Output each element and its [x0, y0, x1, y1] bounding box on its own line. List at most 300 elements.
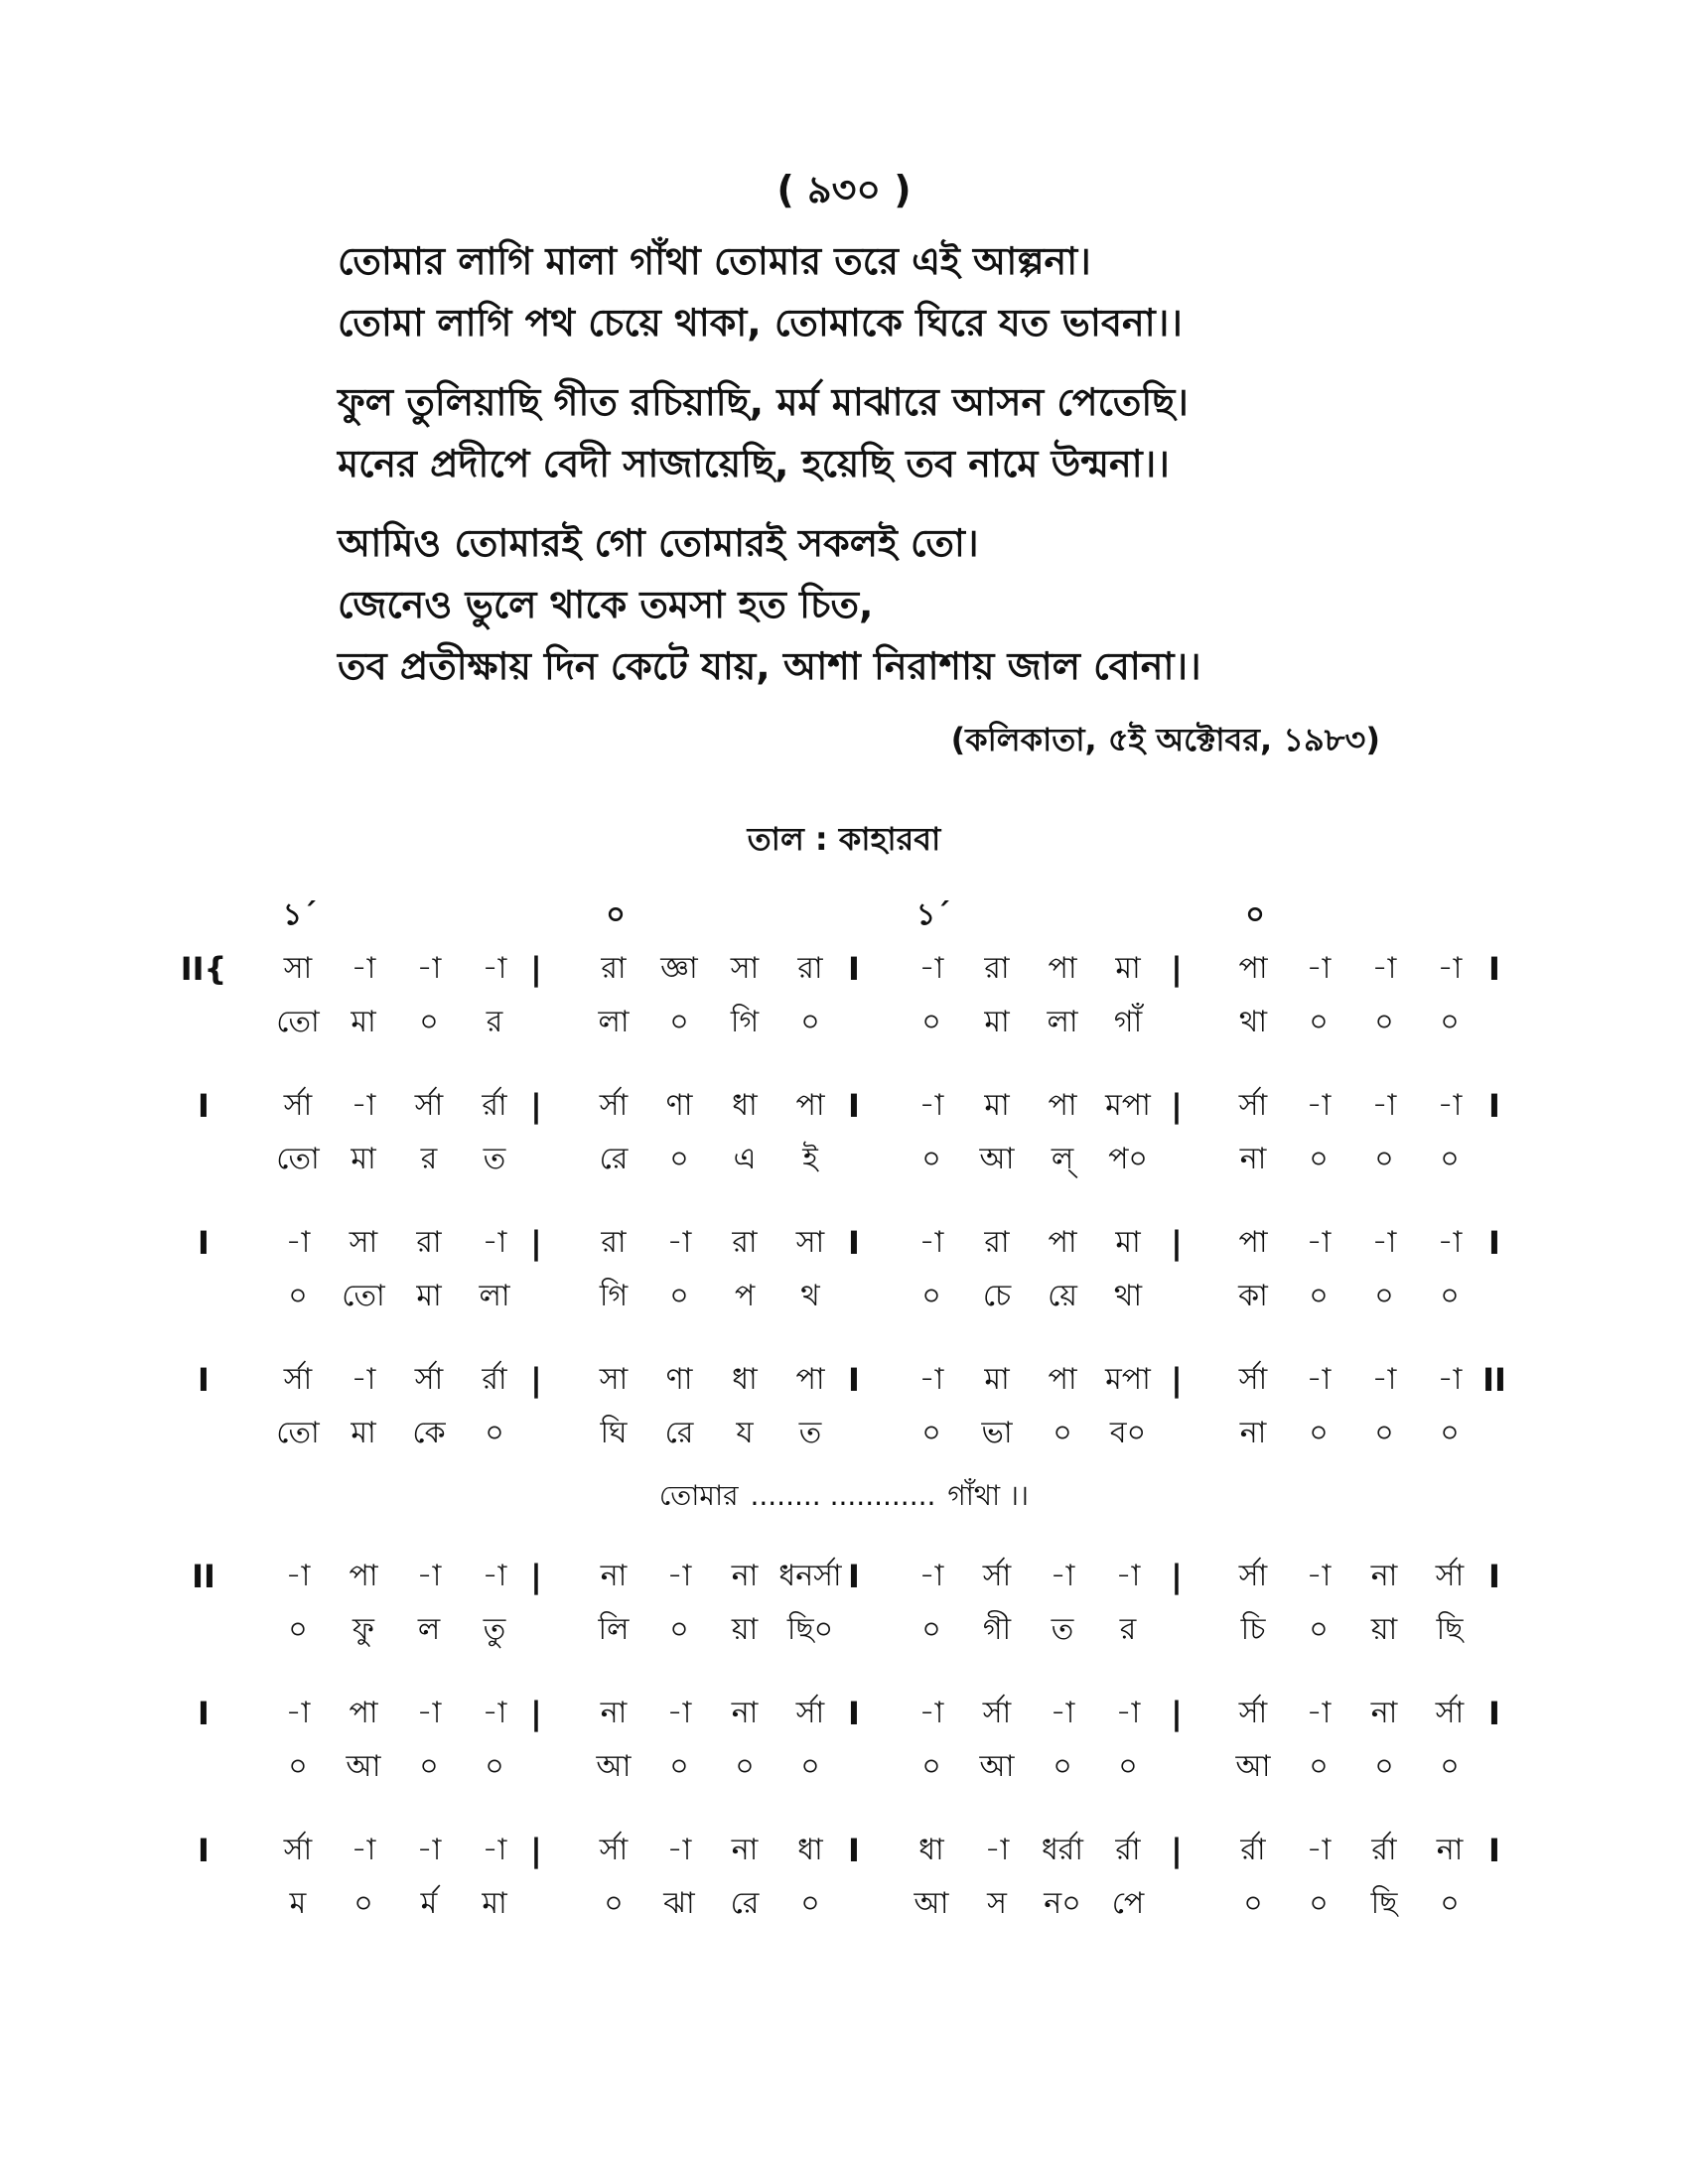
notation-line	[0, 942, 1688, 1049]
syllable: লি	[598, 1612, 630, 1647]
swara: -া	[1115, 1559, 1141, 1593]
end-bar: I	[1488, 1695, 1500, 1732]
syllable: ০	[1053, 1416, 1072, 1450]
swara: ধা	[797, 1833, 823, 1867]
swara: পা	[1048, 1088, 1077, 1123]
beat-bar: |	[530, 1695, 542, 1732]
beat-bar: I	[848, 1695, 860, 1732]
beat-bar: |	[1171, 1558, 1183, 1595]
start-bar: I	[198, 1087, 210, 1125]
syllable: ০	[921, 1005, 941, 1039]
swara: -া	[351, 1088, 376, 1123]
swara: র্সা	[283, 1833, 313, 1867]
swara: -া	[918, 1696, 944, 1730]
tala-heading: তাল : কাহারবা	[747, 820, 941, 858]
swara: -া	[351, 1362, 376, 1397]
swara: সা	[599, 1362, 629, 1397]
syllable: ব০	[1109, 1416, 1147, 1450]
beat-bar: |	[1171, 1361, 1183, 1399]
lyric-line: মনের প্রদীপে বেদী সাজায়েছি, হয়েছি তব নামে উন্মনা।।	[338, 442, 1170, 485]
syllable: গী	[982, 1612, 1012, 1647]
syllable: ০	[419, 1749, 439, 1784]
swara: র্সা	[982, 1559, 1012, 1593]
start-bar: I	[198, 1361, 210, 1399]
swara: -া	[482, 1696, 507, 1730]
beat-mark: ১´	[915, 897, 951, 932]
swara: সা	[730, 951, 760, 986]
swara-row	[0, 1687, 1688, 1740]
swara: পা	[1048, 951, 1077, 986]
syllable: না	[1239, 1416, 1267, 1450]
refrain-start: তোমার	[658, 1479, 739, 1512]
syllable-row	[0, 1133, 1688, 1186]
swara: -া	[1050, 1559, 1075, 1593]
syllable: চি	[1240, 1612, 1266, 1647]
swara: র্সা	[1238, 1559, 1268, 1593]
syllable: ত	[1051, 1612, 1074, 1647]
lyric-line: তব প্রতীক্ষায় দিন কেটে যায়, আশা নিরাশায় জাল বোনা।।	[338, 644, 1201, 688]
syllable: মা	[351, 1142, 376, 1176]
syllable: তো	[276, 1142, 320, 1176]
syllable: ০	[1243, 1886, 1263, 1921]
notation-line	[0, 1216, 1688, 1323]
syllable: আ	[1235, 1749, 1271, 1784]
swara: র্সা	[1435, 1696, 1465, 1730]
syllable: তো	[276, 1416, 320, 1450]
syllable: ০	[1053, 1749, 1072, 1784]
beat-mark: ১´	[282, 897, 318, 932]
syllable: ০	[1309, 1749, 1329, 1784]
syllable: রে	[664, 1416, 694, 1450]
swara: র্সা	[283, 1362, 313, 1397]
swara: না	[731, 1559, 759, 1593]
syllable: ০	[353, 1886, 373, 1921]
swara: -া	[416, 1833, 442, 1867]
syllable-row	[0, 996, 1688, 1049]
refrain-end: গাঁথা ।।	[947, 1479, 1030, 1512]
swara: না	[600, 1559, 628, 1593]
beat-bar: |	[530, 1558, 542, 1595]
syllable: ০	[1309, 1886, 1329, 1921]
swara: সা	[283, 951, 313, 986]
swara: রা	[601, 951, 627, 986]
refrain-cue	[0, 1468, 1688, 1524]
swara: ধা	[918, 1833, 944, 1867]
swara: -া	[1437, 951, 1463, 986]
swara: ধর্রা	[1041, 1833, 1084, 1867]
syllable: ঝা	[663, 1886, 695, 1921]
syllable: মা	[351, 1416, 376, 1450]
swara: -া	[482, 1833, 507, 1867]
notation-line	[0, 1353, 1688, 1460]
syllable: ০	[1440, 1005, 1460, 1039]
syllable: ০	[669, 1005, 689, 1039]
syllable: ০	[288, 1612, 308, 1647]
notation	[0, 888, 1688, 1961]
end-bar: I	[1488, 950, 1500, 988]
syllable-row	[0, 1603, 1688, 1657]
syllable: ০	[921, 1279, 941, 1313]
beat-bar: |	[530, 1224, 542, 1262]
syllable: ০	[921, 1612, 941, 1647]
syllable: র	[486, 1005, 503, 1039]
swara: -া	[482, 1225, 507, 1260]
syllable: আ	[979, 1142, 1015, 1176]
syllable: ০	[1309, 1005, 1329, 1039]
swara: জ্ঞা	[660, 951, 698, 986]
syllable: ০	[1440, 1279, 1460, 1313]
swara: -া	[285, 1696, 311, 1730]
swara: -া	[1437, 1362, 1463, 1397]
swara: র্রা	[482, 1362, 507, 1397]
syllable: ০	[800, 1886, 820, 1921]
syllable: ম	[289, 1886, 307, 1921]
swara: র্রা	[482, 1088, 507, 1123]
syllable: ০	[1118, 1749, 1138, 1784]
syllable: না	[1239, 1142, 1267, 1176]
swara: না	[731, 1833, 759, 1867]
swara: -া	[351, 1833, 376, 1867]
lyrics	[338, 230, 1331, 715]
lyric-line: তোমার লাগি মালা গাঁথা তোমার তরে এই আল্পনা।	[338, 239, 1091, 283]
swara-row	[0, 1353, 1688, 1407]
syllable: থা	[1238, 1005, 1268, 1039]
beat-marks	[0, 888, 1688, 942]
swara: -া	[666, 1833, 692, 1867]
swara: -া	[1371, 951, 1397, 986]
beat-bar: I	[848, 950, 860, 988]
syllable: কে	[412, 1416, 446, 1450]
start-bar: I	[198, 1832, 210, 1869]
refrain-dots: ........ ............	[750, 1479, 936, 1512]
swara: -া	[1371, 1362, 1397, 1397]
syllable: থা	[1113, 1279, 1143, 1313]
beat-bar: I	[848, 1361, 860, 1399]
syllable: ০	[485, 1749, 504, 1784]
syllable: ফু	[352, 1612, 374, 1647]
swara: র্সা	[1435, 1559, 1465, 1593]
syllable: ০	[1309, 1142, 1329, 1176]
syllable: পে	[1111, 1886, 1145, 1921]
swara: না	[731, 1696, 759, 1730]
syllable: গাঁ	[1113, 1005, 1143, 1039]
syllable: য়া	[1370, 1612, 1398, 1647]
swara: না	[1436, 1833, 1464, 1867]
stanza	[338, 371, 1331, 494]
syllable: লা	[1047, 1005, 1078, 1039]
beat-mark: ০	[1245, 897, 1265, 932]
swara: -া	[1306, 1225, 1332, 1260]
syllable: থ	[800, 1279, 820, 1313]
swara: -া	[1306, 951, 1332, 986]
swara: রা	[984, 951, 1010, 986]
stanza	[338, 512, 1331, 697]
swara: ধনর্সা	[778, 1559, 842, 1593]
swara: র্সা	[414, 1088, 444, 1123]
swara: পা	[349, 1696, 378, 1730]
syllable: ছি	[1436, 1612, 1464, 1647]
start-bar: I	[198, 1224, 210, 1262]
lyric-line: জেনেও ভুলে থাকে তমসা হত চিত,	[338, 583, 874, 626]
notation-line	[0, 1550, 1688, 1657]
syllable: আ	[346, 1749, 381, 1784]
swara: -া	[1371, 1225, 1397, 1260]
swara: -া	[416, 1696, 442, 1730]
beat-bar: |	[1171, 1832, 1183, 1869]
swara: র্সা	[1238, 1696, 1268, 1730]
swara: -া	[351, 951, 376, 986]
swara-row	[0, 1550, 1688, 1603]
syllable: ভা	[981, 1416, 1013, 1450]
syllable: ন০	[1044, 1886, 1081, 1921]
swara: র্সা	[1238, 1088, 1268, 1123]
syllable: ০	[800, 1005, 820, 1039]
syllable-row	[0, 1877, 1688, 1931]
swara: -া	[984, 1833, 1010, 1867]
syllable: লা	[598, 1005, 630, 1039]
end-bar: I	[1488, 1224, 1500, 1262]
lyric-line: আমিও তোমারই গো তোমারই সকলই তো।	[338, 521, 979, 565]
syllable: ০	[921, 1749, 941, 1784]
syllable: এ	[733, 1142, 757, 1176]
syllable: য়া	[731, 1612, 759, 1647]
swara: -া	[1306, 1559, 1332, 1593]
syllable: য়ে	[1048, 1279, 1077, 1313]
swara: মপা	[1105, 1088, 1151, 1123]
swara: -া	[918, 951, 944, 986]
beat-bar: I	[848, 1832, 860, 1869]
beat-bar: I	[848, 1558, 860, 1595]
syllable: ০	[1309, 1612, 1329, 1647]
notation-line	[0, 1079, 1688, 1186]
swara: রা	[797, 951, 823, 986]
swara: ধা	[732, 1088, 758, 1123]
swara: পা	[795, 1088, 825, 1123]
syllable: ০	[921, 1142, 941, 1176]
end-bar: I	[1488, 1832, 1500, 1869]
swara: মা	[1115, 1225, 1141, 1260]
beat-mark: ০	[606, 897, 626, 932]
syllable: ০	[288, 1749, 308, 1784]
beat-bar: I	[848, 1224, 860, 1262]
swara: -া	[918, 1088, 944, 1123]
syllable: রে	[599, 1142, 629, 1176]
swara: র্সা	[414, 1362, 444, 1397]
swara: -া	[666, 1559, 692, 1593]
syllable: ০	[669, 1279, 689, 1313]
swara: রা	[732, 1225, 758, 1260]
swara: ণা	[665, 1362, 693, 1397]
syllable-row	[0, 1270, 1688, 1323]
beat-bar: |	[1171, 950, 1183, 988]
syllable: ০	[1440, 1886, 1460, 1921]
syllable: রে	[730, 1886, 760, 1921]
syllable: ০	[1440, 1142, 1460, 1176]
swara: মা	[984, 1362, 1010, 1397]
syllable: ০	[669, 1749, 689, 1784]
swara: ধা	[732, 1362, 758, 1397]
swara: না	[1370, 1696, 1398, 1730]
syllable: ০	[1374, 1142, 1394, 1176]
syllable: আ	[979, 1749, 1015, 1784]
syllable: ঘি	[600, 1416, 628, 1450]
swara: -া	[1306, 1696, 1332, 1730]
syllable: ০	[921, 1416, 941, 1450]
swara: পা	[1048, 1362, 1077, 1397]
syllable: ০	[735, 1749, 755, 1784]
syllable: র	[1119, 1612, 1137, 1647]
swara: র্রা	[1240, 1833, 1266, 1867]
swara: -া	[482, 951, 507, 986]
swara: -া	[1306, 1088, 1332, 1123]
swara: পা	[1238, 1225, 1268, 1260]
syllable: প০	[1108, 1142, 1148, 1176]
syllable: প	[734, 1279, 756, 1313]
syllable: মা	[984, 1005, 1010, 1039]
swara-row	[0, 1079, 1688, 1133]
beat-bar: |	[530, 950, 542, 988]
syllable: ল্	[1051, 1142, 1074, 1176]
beat-bar: |	[1171, 1087, 1183, 1125]
swara: রা	[416, 1225, 442, 1260]
syllable: তো	[342, 1279, 385, 1313]
syllable: ০	[485, 1416, 504, 1450]
syllable: ০	[1309, 1279, 1329, 1313]
swara-row	[0, 1216, 1688, 1270]
notation-line	[0, 1824, 1688, 1931]
syllable: ০	[604, 1886, 624, 1921]
start-bar: I	[198, 1695, 210, 1732]
syllable: মা	[416, 1279, 442, 1313]
swara: -া	[416, 951, 442, 986]
syllable: ০	[1440, 1416, 1460, 1450]
syllable: আ	[914, 1886, 949, 1921]
swara: র্সা	[599, 1088, 629, 1123]
syllable: ল	[417, 1612, 441, 1647]
end-bar: I	[1488, 1087, 1500, 1125]
notation-line	[0, 1687, 1688, 1794]
swara: র্সা	[283, 1088, 313, 1123]
lyric-line: তোমা লাগি পথ চেয়ে থাকা, তোমাকে ঘিরে যত ভাবনা।।	[338, 301, 1183, 344]
syllable: ০	[669, 1612, 689, 1647]
swara: -া	[666, 1225, 692, 1260]
beat-bar: |	[530, 1361, 542, 1399]
beat-bar: |	[530, 1087, 542, 1125]
syllable: স	[987, 1886, 1007, 1921]
swara-row	[0, 1824, 1688, 1877]
attribution: (কলিকাতা, ৫ই অক্টোবর, ১৯৮৩)	[950, 721, 1380, 758]
swara-row	[0, 942, 1688, 996]
syllable: আ	[596, 1749, 632, 1784]
swara: পা	[1238, 951, 1268, 986]
swara: র্সা	[795, 1696, 825, 1730]
syllable: ০	[1374, 1279, 1394, 1313]
syllable: র	[420, 1142, 438, 1176]
end-bar: I	[1488, 1558, 1500, 1595]
swara: সা	[349, 1225, 378, 1260]
swara: সা	[795, 1225, 825, 1260]
swara: -া	[1306, 1833, 1332, 1867]
start-bar: II	[192, 1558, 215, 1595]
syllable-row	[0, 1740, 1688, 1794]
syllable: ছি০	[786, 1612, 834, 1647]
syllable: ই	[802, 1142, 818, 1176]
swara: র্সা	[982, 1696, 1012, 1730]
swara: পা	[349, 1559, 378, 1593]
swara: মা	[984, 1088, 1010, 1123]
swara: -া	[482, 1559, 507, 1593]
syllable: ০	[1374, 1005, 1394, 1039]
swara: -া	[416, 1559, 442, 1593]
swara: না	[1370, 1559, 1398, 1593]
syllable: ০	[669, 1142, 689, 1176]
syllable: ০	[419, 1005, 439, 1039]
swara: র্সা	[1238, 1362, 1268, 1397]
swara: -া	[1115, 1696, 1141, 1730]
syllable: ০	[1309, 1416, 1329, 1450]
swara: পা	[1048, 1225, 1077, 1260]
syllable: ০	[1374, 1416, 1394, 1450]
swara: র্রা	[1115, 1833, 1141, 1867]
end-bar: II	[1482, 1361, 1506, 1399]
swara: মা	[1115, 951, 1141, 986]
swara: -া	[285, 1225, 311, 1260]
syllable: ০	[1440, 1749, 1460, 1784]
syllable: ০	[288, 1279, 308, 1313]
swara: -া	[918, 1225, 944, 1260]
swara: -া	[1437, 1225, 1463, 1260]
swara: রা	[601, 1225, 627, 1260]
swara: পা	[795, 1362, 825, 1397]
swara: রা	[984, 1225, 1010, 1260]
swara: -া	[918, 1559, 944, 1593]
swara: -া	[1050, 1696, 1075, 1730]
beat-bar: I	[848, 1087, 860, 1125]
syllable: তো	[276, 1005, 320, 1039]
syllable: গি	[730, 1005, 760, 1039]
beat-bar: |	[1171, 1224, 1183, 1262]
beat-bar: |	[530, 1832, 542, 1869]
page-number: ( ৯৩০ )	[776, 168, 912, 211]
swara: -া	[1306, 1362, 1332, 1397]
syllable: গি	[599, 1279, 629, 1313]
syllable: ০	[1374, 1749, 1394, 1784]
syllable: মা	[482, 1886, 507, 1921]
syllable: র্ম	[420, 1886, 438, 1921]
swara: র্রা	[1371, 1833, 1397, 1867]
syllable: য	[736, 1416, 754, 1450]
stanza	[338, 230, 1331, 353]
syllable: মা	[351, 1005, 376, 1039]
syllable: তু	[483, 1612, 506, 1647]
swara: -া	[918, 1362, 944, 1397]
swara: -া	[666, 1696, 692, 1730]
syllable: চে	[982, 1279, 1012, 1313]
syllable: ছি	[1370, 1886, 1398, 1921]
swara: র্সা	[599, 1833, 629, 1867]
swara: -া	[1371, 1088, 1397, 1123]
swara: -া	[1437, 1088, 1463, 1123]
syllable-row	[0, 1407, 1688, 1460]
syllable: ০	[800, 1749, 820, 1784]
swara: না	[600, 1696, 628, 1730]
syllable: ত	[483, 1142, 506, 1176]
syllable: কা	[1238, 1279, 1268, 1313]
swara: মপা	[1105, 1362, 1151, 1397]
swara: -া	[285, 1559, 311, 1593]
syllable: লা	[479, 1279, 510, 1313]
start-bar: II{	[180, 950, 227, 988]
